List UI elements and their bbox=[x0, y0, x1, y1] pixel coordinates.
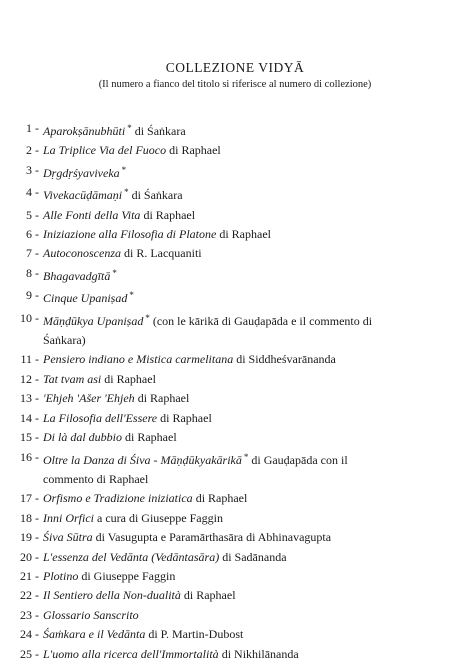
list-item bbox=[12, 586, 464, 605]
entry-body bbox=[43, 509, 223, 528]
entry-author: (con le kārikā di Gauḍapāda e il commento di bbox=[152, 313, 373, 328]
entry-title: Autoconoscenza bbox=[43, 246, 121, 261]
list-item bbox=[12, 206, 464, 225]
entry-number: 8 bbox=[26, 265, 32, 280]
entry-number: 12 bbox=[20, 371, 32, 386]
entry-author: di Giuseppe Faggin bbox=[81, 568, 176, 583]
entry-number: 1 bbox=[26, 121, 32, 135]
entry-body bbox=[43, 161, 126, 183]
list-item bbox=[12, 225, 464, 244]
entry-title: Plotino bbox=[43, 568, 79, 583]
entry-number: 4 bbox=[26, 185, 32, 200]
entry-author: di Raphael bbox=[160, 410, 212, 425]
entry-title: Glossario Sanscrito bbox=[43, 607, 139, 622]
entry-author: di Śaṅkara bbox=[134, 124, 186, 138]
entry-number: 16 bbox=[20, 449, 32, 464]
list-item bbox=[12, 286, 464, 308]
entry-body bbox=[43, 286, 134, 308]
list-item bbox=[12, 309, 464, 351]
entry-body bbox=[43, 244, 202, 263]
collection-subtitle: (Il numero a fianco del titolo si riferisce al numero di collezione) bbox=[98, 79, 372, 90]
entry-body bbox=[43, 586, 236, 605]
list-item bbox=[12, 141, 464, 160]
entry-title: Il Sentiero della Non-dualità bbox=[43, 588, 181, 603]
entry-number: 24 bbox=[20, 627, 32, 642]
list-item bbox=[12, 264, 464, 286]
entry-separator: - bbox=[35, 288, 39, 303]
entry-number: 3 bbox=[26, 162, 32, 177]
entry-body bbox=[43, 350, 336, 369]
entry-separator: - bbox=[35, 121, 39, 135]
entry-title: Oltre la Danza di Śiva - Māṇḍūkyakārikā bbox=[43, 452, 242, 467]
entry-separator: - bbox=[35, 391, 39, 406]
entry-separator: - bbox=[35, 530, 39, 545]
list-item bbox=[12, 428, 464, 447]
entry-asterisk: * bbox=[129, 290, 134, 301]
entry-asterisk: * bbox=[112, 267, 117, 278]
list-item bbox=[12, 509, 464, 528]
entry-number: 19 bbox=[20, 530, 32, 545]
entry-body bbox=[43, 225, 271, 244]
entry-body bbox=[43, 389, 189, 408]
entry-author: di Gauḍapāda con il bbox=[251, 452, 348, 467]
entry-title: Alle Fonti della Vita bbox=[43, 207, 141, 222]
entry-author: di Raphael bbox=[219, 227, 271, 242]
entry-body bbox=[43, 206, 195, 225]
entry-separator: - bbox=[35, 491, 39, 506]
entry-separator: - bbox=[35, 227, 39, 242]
entry-body bbox=[43, 489, 247, 508]
entry-separator: - bbox=[35, 352, 39, 367]
entry-separator: - bbox=[35, 265, 39, 280]
entry-body bbox=[43, 119, 186, 141]
list-item bbox=[12, 350, 464, 369]
entry-number: 23 bbox=[20, 607, 32, 622]
entry-separator: - bbox=[35, 185, 39, 200]
entry-title: Vivekacūḍāmaṇi bbox=[43, 188, 123, 203]
entry-author: a cura di Giuseppe Faggin bbox=[97, 510, 223, 525]
entry-separator: - bbox=[35, 627, 39, 642]
entry-separator: - bbox=[35, 246, 39, 261]
entry-body bbox=[43, 428, 177, 447]
entry-author: di Sadānanda bbox=[222, 549, 287, 564]
entry-separator: - bbox=[35, 568, 39, 583]
list-item bbox=[12, 409, 464, 428]
entry-body bbox=[43, 183, 183, 205]
entry-author: di Raphael bbox=[125, 430, 177, 445]
entry-title: Cinque Upaniṣad bbox=[43, 291, 128, 306]
entry-author: di Raphael bbox=[169, 143, 221, 158]
entry-body bbox=[43, 548, 287, 567]
entry-body bbox=[43, 141, 221, 160]
entry-separator: - bbox=[35, 162, 39, 177]
entry-title: L'uomo alla ricerca dell'Immortalità bbox=[43, 646, 219, 661]
list-item bbox=[12, 625, 464, 644]
entry-separator: - bbox=[35, 449, 39, 464]
entry-separator: - bbox=[35, 207, 39, 222]
entry-separator: - bbox=[35, 510, 39, 525]
entry-number: 2 bbox=[26, 143, 32, 158]
entry-asterisk: * bbox=[145, 312, 150, 323]
entry-title: 'Ehjeh 'Ašer 'Ehjeh bbox=[43, 391, 135, 406]
list-item bbox=[12, 645, 464, 664]
entry-title: Tat tvam asi bbox=[43, 371, 102, 386]
entry-continuation: Śaṅkara) bbox=[43, 333, 86, 348]
entry-title: Pensiero indiano e Mistica carmelitana bbox=[43, 352, 234, 367]
entry-body bbox=[43, 528, 331, 547]
list-item bbox=[12, 528, 464, 547]
entry-asterisk: * bbox=[243, 451, 249, 462]
list-item bbox=[12, 244, 464, 263]
entry-number: 25 bbox=[20, 646, 32, 661]
list-item bbox=[12, 548, 464, 567]
entry-author: di Raphael bbox=[195, 491, 248, 506]
entry-title: L'essenza del Vedānta (Vedāntasāra) bbox=[43, 549, 220, 564]
entry-body bbox=[43, 309, 372, 351]
entry-number: 13 bbox=[20, 391, 32, 406]
entry-title: Bhagavadgītā bbox=[43, 268, 111, 283]
entry-author: di Śaṅkara bbox=[131, 188, 183, 203]
list-item bbox=[12, 389, 464, 408]
entry-separator: - bbox=[35, 549, 39, 564]
entry-number: 22 bbox=[20, 588, 32, 603]
entry-body bbox=[43, 448, 348, 490]
entry-body bbox=[43, 264, 117, 286]
entry-body bbox=[43, 370, 156, 389]
entry-number: 10 bbox=[20, 310, 32, 325]
entry-author: di Siddheśvarānanda bbox=[236, 352, 336, 367]
entry-title: La Filosofia dell'Essere bbox=[43, 410, 158, 425]
entry-body bbox=[43, 645, 299, 664]
entry-separator: - bbox=[35, 607, 39, 622]
entry-title: Māṇḍūkya Upaniṣad bbox=[43, 313, 144, 328]
entry-separator: - bbox=[35, 430, 39, 445]
entry-title: Dṛgdṛśyaviveka bbox=[43, 165, 120, 180]
entry-author: di Raphael bbox=[143, 207, 196, 222]
entry-number: 20 bbox=[20, 549, 32, 564]
entry-number: 15 bbox=[20, 430, 32, 445]
entry-author: di Raphael bbox=[183, 588, 236, 603]
entry-number: 7 bbox=[26, 246, 32, 261]
entry-title: Inni Orfici bbox=[43, 510, 94, 525]
entry-separator: - bbox=[35, 588, 39, 603]
entry-author: di Raphael bbox=[137, 391, 190, 406]
entry-title: Śiva Sūtra bbox=[43, 530, 93, 545]
entry-title: Orfismo e Tradizione iniziatica bbox=[43, 491, 193, 506]
entry-asterisk: * bbox=[121, 164, 127, 175]
entry-title: La Triplice Via del Fuoco bbox=[43, 143, 167, 158]
entry-body bbox=[43, 567, 175, 586]
entry-body bbox=[43, 409, 212, 428]
entry-separator: - bbox=[35, 371, 39, 386]
list-item bbox=[12, 567, 464, 586]
entry-asterisk: * bbox=[127, 123, 132, 133]
entry-number: 5 bbox=[26, 207, 32, 222]
list-item bbox=[12, 183, 464, 205]
entry-author: di P. Martin-Dubost bbox=[148, 627, 244, 642]
entry-number: 9 bbox=[26, 288, 32, 303]
entry-asterisk: * bbox=[124, 187, 129, 198]
entry-number: 11 bbox=[20, 352, 32, 367]
entry-number: 18 bbox=[20, 510, 32, 525]
list-item bbox=[12, 119, 464, 141]
entry-title: Śaṁkara e il Vedānta bbox=[43, 627, 146, 642]
entry-title: Di là dal dubbio bbox=[43, 430, 123, 445]
collection-title: COLLEZIONE VIDYĀ bbox=[165, 60, 305, 75]
entry-separator: - bbox=[35, 310, 39, 325]
entry-author: di Vasugupta e Paramārthasāra di Abhinavagupta bbox=[95, 530, 332, 545]
entry-author: di Raphael bbox=[104, 371, 156, 386]
entry-number: 6 bbox=[26, 227, 32, 242]
list-item bbox=[12, 161, 464, 183]
entry-title: Aparokṣānubhūti bbox=[43, 124, 126, 138]
entry-author: di Nikhilānanda bbox=[221, 646, 299, 661]
entry-number: 14 bbox=[20, 410, 32, 425]
entry-number: 17 bbox=[20, 491, 32, 506]
entry-author: di R. Lacquaniti bbox=[123, 246, 202, 261]
list-item bbox=[12, 606, 464, 625]
entry-separator: - bbox=[35, 646, 39, 661]
entry-continuation: commento di Raphael bbox=[43, 471, 149, 486]
entry-body bbox=[43, 625, 243, 644]
entry-number: 21 bbox=[20, 568, 32, 583]
collection-list bbox=[12, 119, 464, 664]
list-item bbox=[12, 370, 464, 389]
list-item bbox=[12, 489, 464, 508]
entry-title: Iniziazione alla Filosofia di Platone bbox=[43, 227, 217, 242]
entry-separator: - bbox=[35, 410, 39, 425]
list-item bbox=[12, 448, 464, 490]
entry-body bbox=[43, 606, 139, 625]
entry-separator: - bbox=[35, 143, 39, 158]
